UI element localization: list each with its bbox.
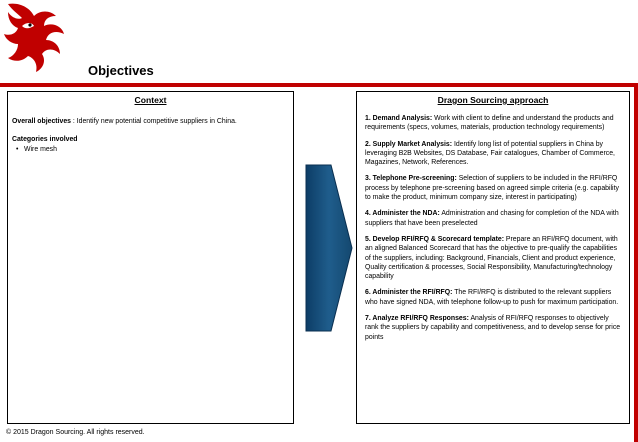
list-item	[365, 288, 621, 307]
block-right-arrow-icon	[305, 164, 353, 332]
step-label: 4. Administer the NDA:	[365, 210, 440, 218]
step-text: Identify long list of potential suppliers in China by leveraging B2B Websites, DS Database, Fair catalogues, Chamber of Commerce, Magazines, Network, References.	[365, 140, 615, 167]
approach-steps	[357, 114, 629, 342]
list-item	[12, 146, 289, 153]
overall-objectives-text: : Identify new potential competitive suppliers in China.	[70, 118, 237, 125]
step-label: 2. Supply Market Analysis:	[365, 140, 453, 148]
list-item	[365, 314, 621, 342]
step-label: 1. Demand Analysis:	[365, 115, 433, 122]
list-item	[365, 140, 621, 168]
context-panel	[7, 91, 294, 424]
step-label: 6. Administer the RFI/RFQ:	[365, 289, 453, 297]
category-item: Wire mesh	[24, 146, 57, 153]
step-text: Prepare an RFI/RFQ document, with an aligned Balanced Scorecard that has the objective to pre-qualify the capabilities of the suppliers, including: Background, Financials, Client and product experience, Quality certification & processes, Social Responsibility, Manufacturing/technology capability	[365, 235, 618, 281]
step-label: 3. Telephone Pre-screening:	[365, 175, 457, 183]
copyright-footer: © 2015 Dragon Sourcing. All rights reserved.	[6, 429, 145, 436]
bullet-icon: •	[16, 146, 19, 153]
list-item	[365, 235, 621, 281]
step-label: 7. Analyze RFI/RFQ Responses:	[365, 315, 469, 323]
list-item	[365, 114, 621, 133]
step-text: The RFI/RFQ is distributed to the relevant suppliers who have signed NDA, with telephone follow-up to push for maximum participation.	[365, 289, 619, 306]
approach-heading: Dragon Sourcing approach	[437, 95, 549, 105]
step-label: 5. Develop RFI/RFQ & Scorecard template:	[365, 235, 504, 243]
step-text: Analysis of RFI/RFQ responses to objectively rank the suppliers by capability and competitiveness, and to develop sense for price points	[365, 315, 621, 341]
approach-panel	[356, 91, 630, 424]
categories-label: Categories involved	[12, 136, 78, 143]
overall-objectives	[12, 118, 289, 125]
page-title: Objectives	[88, 63, 154, 78]
list-item	[365, 174, 621, 202]
step-text: Administration and chasing for completion of the NDA with suppliers that have been preselected	[365, 210, 619, 227]
title-rule	[0, 83, 638, 87]
right-edge-rule	[634, 87, 638, 442]
context-heading: Context	[134, 95, 167, 105]
step-text: Selection of suppliers to be included in the RFI/RFQ process by telephone pre-screening based on agreed simple criteria (e.g. capability to make the product, minimum company size, interest in participating)	[365, 175, 619, 202]
dragon-logo-icon	[0, 0, 78, 78]
overall-objectives-label: Overall objectives	[12, 118, 71, 125]
step-text: Work with client to define and understand the products and requirements (specs, volumes, materials, production technology requirements)	[365, 115, 614, 132]
list-item	[365, 209, 621, 228]
